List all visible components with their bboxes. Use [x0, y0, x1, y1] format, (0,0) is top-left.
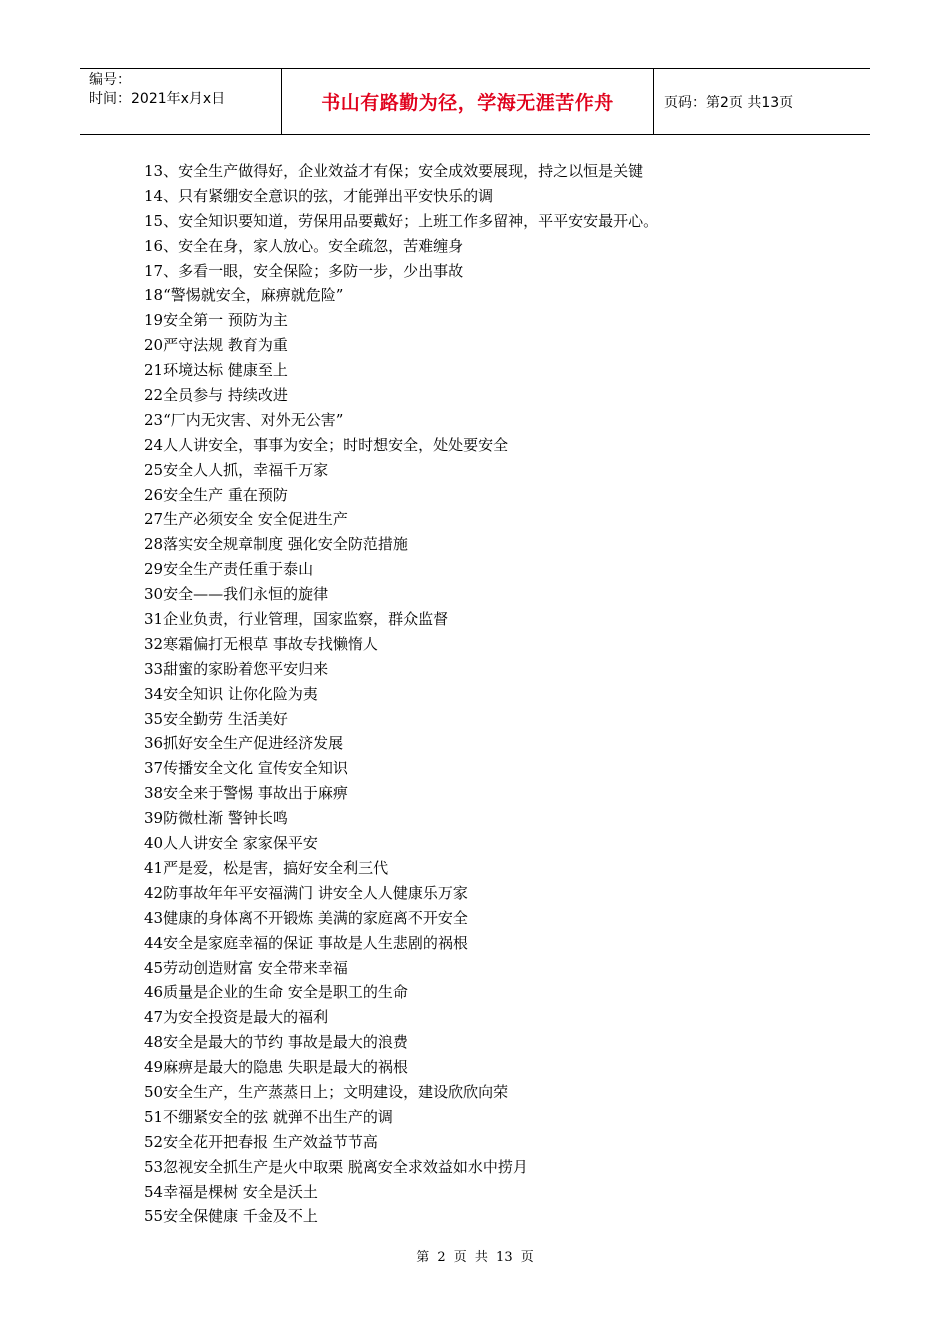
- slogan-line: 35安全勤劳 生活美好: [144, 709, 288, 728]
- document-time-label: 时间：2021年x月x日: [89, 91, 226, 107]
- slogan-line: 14、只有紧绷安全意识的弦，才能弹出平安快乐的调: [144, 186, 494, 205]
- slogan-list: [144, 159, 834, 1229]
- slogan-line: 34安全知识 让你化险为夷: [144, 684, 318, 703]
- slogan-line: 50安全生产，生产蒸蒸日上；文明建设，建设欣欣向荣: [144, 1082, 509, 1101]
- slogan-line: 33甜蜜的家盼着您平安归来: [144, 659, 329, 678]
- slogan-line: 25安全人人抓，幸福千万家: [144, 460, 329, 479]
- slogan-line: 52安全花开把春报 生产效益节节高: [144, 1132, 378, 1151]
- slogan-line: 51不绷紧安全的弦 就弹不出生产的调: [144, 1107, 393, 1126]
- slogan-line: 27生产必须安全 安全促进生产: [144, 510, 348, 529]
- slogan-line: 21环境达标 健康至上: [144, 361, 288, 380]
- slogan-line: 19安全第一 预防为主: [144, 311, 288, 330]
- slogan-line: 40人人讲安全 家家保平安: [144, 834, 318, 853]
- slogan-line: 45劳动创造财富 安全带来幸福: [144, 958, 348, 977]
- slogan-line: 29安全生产责任重于泰山: [144, 560, 314, 579]
- page-footer: 第 2 页 共 13 页: [416, 1250, 534, 1265]
- header-page-number: 页码：第2页 共13页: [664, 94, 794, 111]
- slogan-line: 46质量是企业的生命 安全是职工的生命: [144, 983, 408, 1002]
- header-motto: 书山有路勤为径，学海无涯苦作舟: [321, 92, 614, 114]
- slogan-line: 15、安全知识要知道，劳保用品要戴好；上班工作多留神，平平安安最开心。: [144, 211, 659, 230]
- slogan-line: 32寒霜偏打无根草 事故专找懒惰人: [144, 634, 378, 653]
- document-header: [80, 68, 870, 135]
- slogan-line: 49麻痹是最大的隐患 失职是最大的祸根: [144, 1058, 408, 1077]
- slogan-line: 26安全生产 重在预防: [144, 485, 288, 504]
- slogan-line: 31企业负责，行业管理，国家监察，群众监督: [144, 610, 449, 629]
- slogan-line: 53忽视安全抓生产是火中取栗 脱离安全求效益如水中捞月: [144, 1157, 528, 1176]
- slogan-line: 41严是爱，松是害，搞好安全利三代: [144, 858, 389, 877]
- slogan-line: 17、多看一眼，安全保险；多防一步，少出事故: [144, 261, 464, 280]
- slogan-line: 24人人讲安全，事事为安全；时时想安全，处处要安全: [144, 435, 509, 454]
- slogan-line: 47为安全投资是最大的福利: [144, 1008, 329, 1027]
- slogan-line: 55安全保健康 千金及不上: [144, 1207, 318, 1226]
- slogan-line: 28落实安全规章制度 强化安全防范措施: [144, 535, 408, 554]
- slogan-line: 23“厂内无灾害、对外无公害”: [144, 410, 344, 429]
- slogan-line: 42防事故年年平安福满门 讲安全人人健康乐万家: [144, 883, 468, 902]
- slogan-line: 54幸福是棵树 安全是沃土: [144, 1182, 318, 1201]
- slogan-line: 13、安全生产做得好，企业效益才有保；安全成效要展现，持之以恒是关键: [144, 162, 644, 180]
- slogan-line: 20严守法规 教育为重: [144, 336, 288, 355]
- slogan-line: 37传播安全文化 宣传安全知识: [144, 759, 348, 778]
- header-meta: [80, 69, 282, 134]
- slogan-line: 38安全来于警惕 事故出于麻痹: [144, 784, 348, 803]
- slogan-line: 48安全是最大的节约 事故是最大的浪费: [144, 1033, 408, 1052]
- slogan-line: 18“警惕就安全，麻痹就危险”: [144, 286, 344, 305]
- header-page-cell: [654, 69, 870, 134]
- slogan-line: 43健康的身体离不开锻炼 美满的家庭离不开安全: [144, 908, 468, 927]
- slogan-line: 44安全是家庭幸福的保证 事故是人生悲剧的祸根: [144, 933, 468, 952]
- header-motto-cell: [282, 69, 654, 134]
- slogan-line: 36抓好安全生产促进经济发展: [144, 734, 344, 753]
- slogan-line: 39防微杜渐 警钟长鸣: [144, 809, 288, 828]
- slogan-line: 22全员参与 持续改进: [144, 386, 288, 405]
- document-number-label: 编号：: [89, 72, 131, 88]
- slogan-line: 16、安全在身，家人放心。安全疏忽，苦难缠身: [144, 236, 464, 255]
- slogan-line: 30安全——我们永恒的旋律: [144, 585, 329, 604]
